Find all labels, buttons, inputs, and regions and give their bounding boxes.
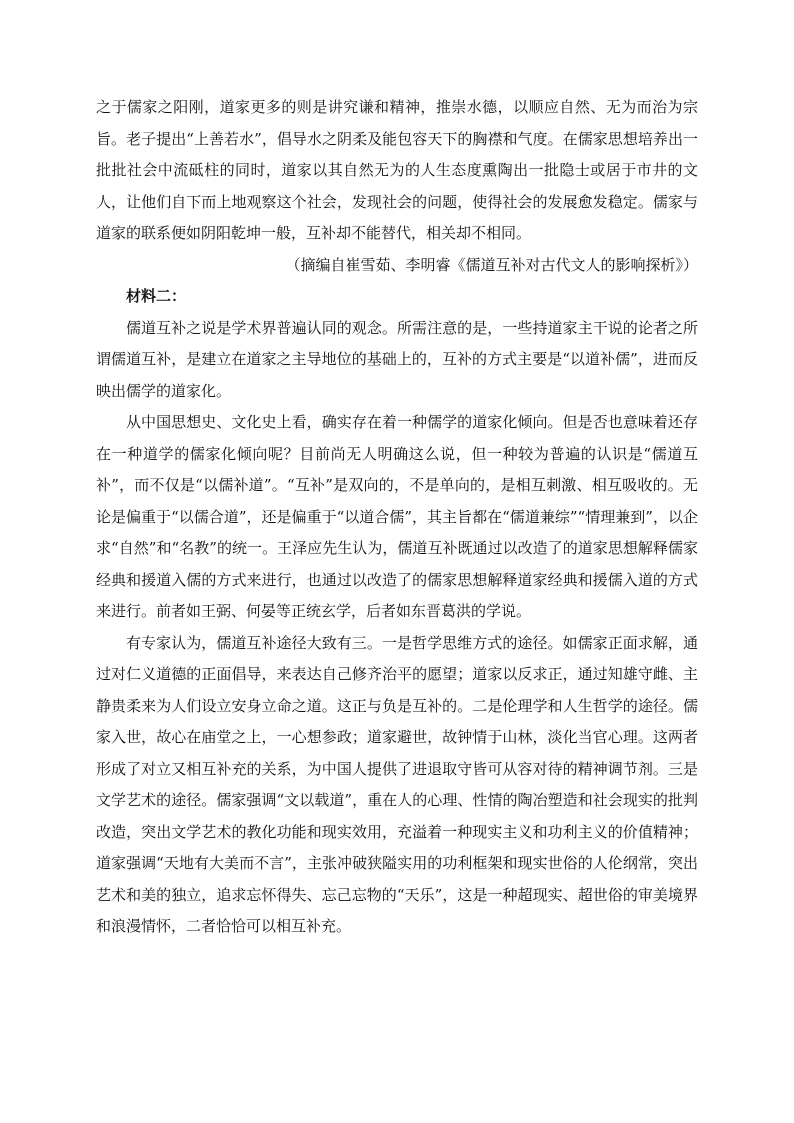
material-two-paragraph-1: 儒道互补之说是学术界普遍认同的观念。所需注意的是，一些持道家主干说的论者之所谓儒道互补，是建立在道家之主导地位的基础上的，互补的方式主要是“以道补儒”，进而反映出儒学的道家化。 bbox=[96, 318, 698, 400]
material-two-paragraph-3: 有专家认为，儒道互补途径大致有三。一是哲学思维方式的途径。如儒家正面求解，通过对仁义道德的正面倡导，来表达自己修齐治平的愿望；道家以反求正，通过知雄守雌、主静贵柔来为人们设立安身立命之道。这正与负是互补的。二是伦理学和人生哲学的途径。儒家入世，故心在庙堂之上，一心想参政；道家避世，故钟情于山林，淡化当官心理。这两者形成了对立又相互补充的关系，为中国人提供了进退取守皆可从容对待的精神调节剂。三是文学艺术的途径。儒家强调“文以载道”，重在人的心理、性情的陶冶塑造和社会现实的批判改造，突出文学艺术的教化功能和现实效用，充溢着一种现实主义和功利主义的价值精神；道家强调“天地有大美而不言”，主张冲破狭隘实用的功利框架和现实世俗的人伦纲常，突出艺术和美的独立，追求忘怀得失、忘己忘物的“天乐”，这是一种超现实、超世俗的审美境界和浪漫情怀，二者恰恰可以相互补充。 bbox=[96, 633, 698, 935]
material-two-heading: 材料二： bbox=[126, 287, 187, 305]
material-one-source: （摘编自崔雪茹、李明睿《儒道互补对古代文人的影响探析》） bbox=[285, 255, 698, 274]
material-two-paragraph-2: 从中国思想史、文化史上看，确实存在着一种儒学的道家化倾向。但是否也意味着还存在一种道学的儒家化倾向呢？目前尚无人明确这么说，但一种较为普遍的认识是“儒道互补”，而不仅是“以儒补道”。“互补”是双向的，不是单向的，是相互刺激、相互吸收的。无论是偏重于“以儒合道”，还是偏重于“以道合儒”，其主旨都在“儒道兼综”“情理兼到”，以企求“自然”和“名教”的统一。王泽应先生认为，儒道互补既通过以改造了的道家思想解释儒家经典和援道入儒的方式来进行，也通过以改造了的儒家思想解释道家经典和援儒入道的方式来进行。前者如王弼、何晏等正统玄学，后者如东晋葛洪的学说。 bbox=[96, 413, 698, 620]
material-one-continuation: 之于儒家之阳刚，道家更多的则是讲究谦和精神，推崇水德，以顺应自然、无为而治为宗旨。老子提出“上善若水”，倡导水之阴柔及能包容天下的胸襟和气度。在儒家思想培养出一批批社会中流砥柱的同时，道家以其自然无为的人生态度熏陶出一批隐士或居于市井的文人，让他们自下而上地观察这个社会，发现社会的问题，使得社会的发展愈发稳定。儒家与道家的联系便如阴阳乾坤一般，互补却不能替代，相关却不相同。 bbox=[96, 98, 698, 242]
document-page bbox=[96, 92, 698, 943]
